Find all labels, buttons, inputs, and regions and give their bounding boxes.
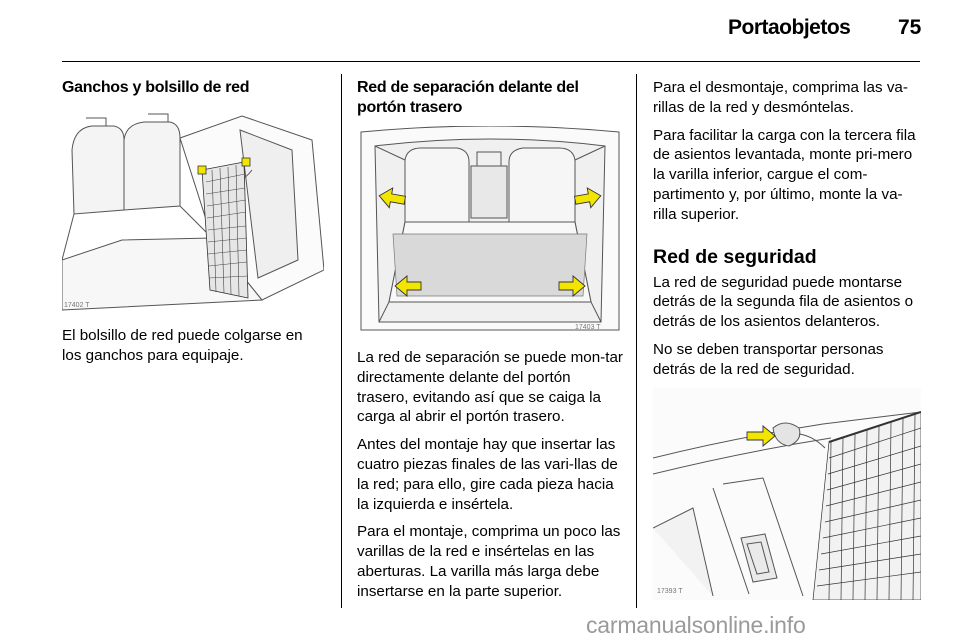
net-pocket-illustration — [62, 110, 324, 320]
header-rule — [62, 61, 920, 62]
column-divider-left — [341, 74, 342, 608]
left-paragraph: El bolsillo de red puede colgarse en los ganchos para equipaje. — [62, 327, 303, 364]
section-heading: Red de seguridad — [653, 245, 817, 268]
right-section-paragraph-2: No se deben transportar personas detrás de la red de seguridad. — [653, 340, 884, 378]
left-heading: Ganchos y bolsillo de red — [62, 79, 250, 96]
middle-paragraph-1: La red de separación se puede mon-tar directamente delante del portón trasero, evitando así que se caiga la carga al abrir el portón trasero. — [357, 349, 623, 426]
right-paragraph-1: Para el desmontaje, comprima las va-rillas de la red y desmóntelas. — [653, 79, 908, 116]
middle-paragraph-2: Antes del montaje hay que insertar las cuatro piezas finales de las vari-llas de la red; para ello, gire cada pieza hacia la izquierda e insértela. — [357, 436, 618, 513]
left-column — [62, 78, 326, 98]
figure-code-right: 17393 T — [657, 588, 683, 595]
figure-net-pocket — [62, 110, 324, 320]
page-number: 75 — [898, 16, 922, 39]
left-text-block — [62, 326, 326, 374]
safety-net-illustration — [653, 388, 921, 600]
separation-net-illustration — [357, 126, 623, 336]
right-section-paragraph-1: La red de seguridad puede montarse detrás de la segunda fila de asientos o detrás de los asientos delanteros. — [653, 273, 914, 331]
middle-heading: Red de separación delante del portón trasero — [357, 79, 579, 116]
middle-text-block — [357, 348, 623, 610]
figure-safety-net — [653, 388, 921, 600]
column-divider-right — [636, 74, 637, 608]
page-title: Portaobjetos — [728, 16, 851, 39]
middle-paragraph-3: Para el montaje, comprima un poco las varillas de la red e insértelas en las aberturas. La varilla más larga debe insertarse en la parte superior. — [357, 523, 621, 600]
middle-heading-block — [357, 78, 623, 117]
right-paragraph-2: Para facilitar la carga con la tercera fila de asientos levantada, monte pri-mero la varilla inferior, cargue el com-partimento y, por último, monte la va-rilla superior. — [653, 126, 916, 223]
watermark: carmanualsonline.info — [586, 612, 806, 638]
right-text-block — [653, 78, 921, 413]
figure-separation-net — [357, 126, 623, 336]
figure-code-middle: 17403 T — [575, 324, 601, 331]
separation-net — [393, 234, 587, 296]
figure-code-left: 17402 T — [64, 302, 90, 309]
